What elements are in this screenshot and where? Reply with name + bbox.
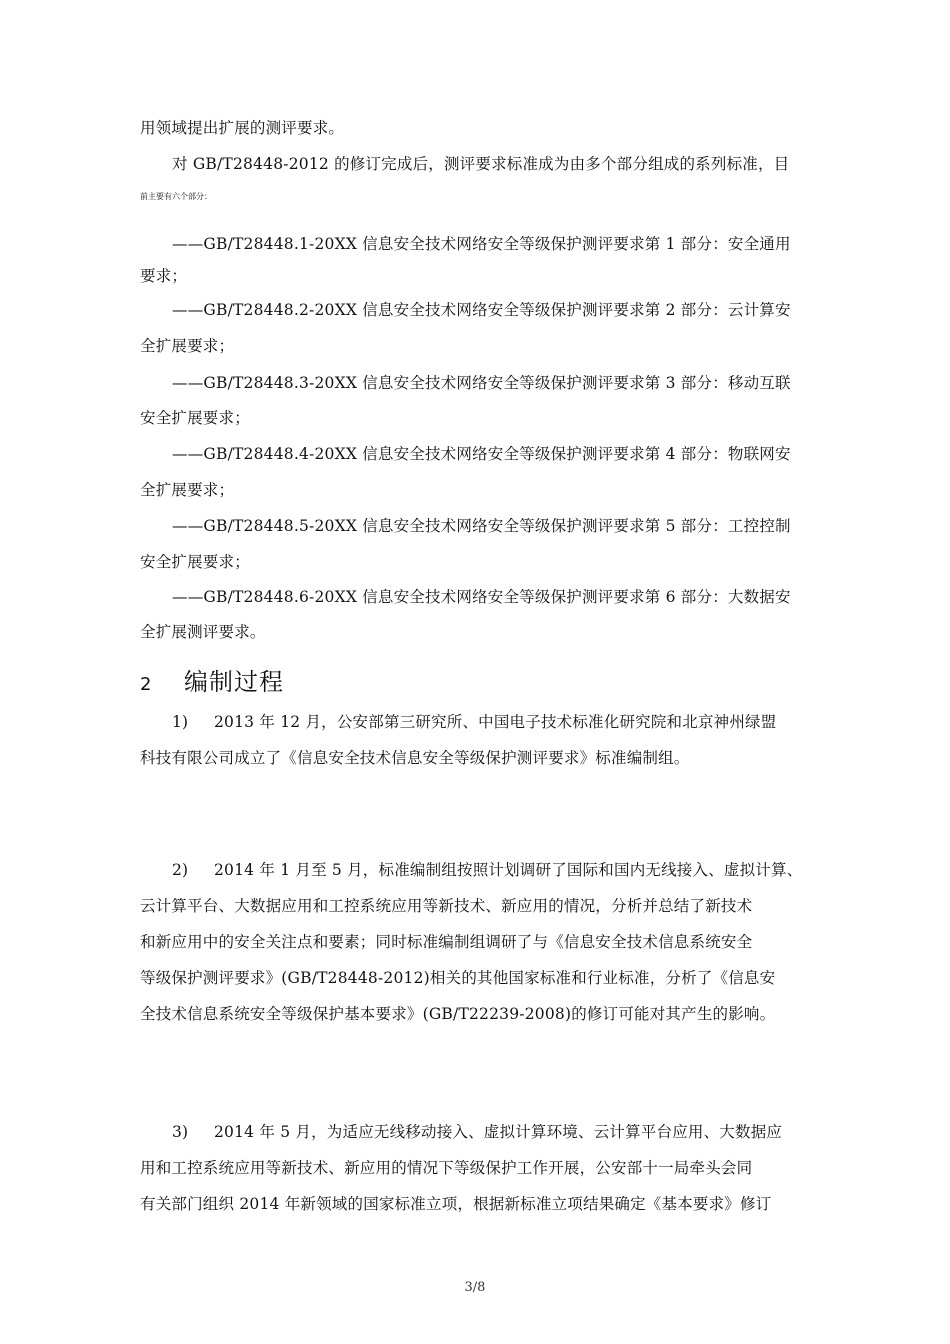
revision-paragraph-line2: 前主要有六个部分： bbox=[140, 192, 212, 201]
part-4-line1: ——GB/T28448.4-20XX 信息安全技术网络安全等级保护测评要求第 4 部分：物联网安 bbox=[172, 445, 791, 463]
part-3-line2: 安全扩展要求； bbox=[140, 409, 250, 427]
part-5-line2: 安全扩展要求； bbox=[140, 553, 250, 571]
part-6-line2: 全扩展测评要求。 bbox=[140, 623, 266, 641]
list-item-3-number: 3) bbox=[172, 1123, 189, 1141]
part-3-line1: ——GB/T28448.3-20XX 信息安全技术网络安全等级保护测评要求第 3 部分：移动互联 bbox=[172, 374, 791, 392]
section-number: 2 bbox=[140, 674, 152, 695]
list-item-2-line5: 全技术信息系统安全等级保护基本要求》(GB/T22239-2008)的修订可能对其产生的影响。 bbox=[140, 1005, 776, 1023]
part-2-line2: 全扩展要求； bbox=[140, 337, 235, 355]
list-item-2-number: 2) bbox=[172, 861, 189, 879]
section-heading bbox=[140, 662, 284, 697]
list-item-1-line2: 科技有限公司成立了《信息安全技术信息安全等级保护测评要求》标准编制组。 bbox=[140, 749, 690, 767]
revision-paragraph-line1: 对 GB/T28448-2012 的修订完成后，测评要求标准成为由多个部分组成的系列标准，目 bbox=[172, 155, 790, 173]
list-item-1-number: 1) bbox=[172, 713, 189, 731]
list-item-2-line2: 云计算平台、大数据应用和工控系统应用等新技术、新应用的情况，分析并总结了新技术 bbox=[140, 897, 753, 915]
list-item-3-line3: 有关部门组织 2014 年新领域的国家标准立项，根据新标准立项结果确定《基本要求》修订 bbox=[140, 1195, 772, 1213]
part-4-line2: 全扩展要求； bbox=[140, 481, 235, 499]
list-item-2-line1 bbox=[172, 860, 802, 880]
part-5-line1: ——GB/T28448.5-20XX 信息安全技术网络安全等级保护测评要求第 5 部分：工控控制 bbox=[172, 517, 791, 535]
list-item-2-text: 2014 年 1 月至 5 月，标准编制组按照计划调研了国际和国内无线接入、虚拟计算、 bbox=[214, 861, 803, 879]
intro-paragraph-end: 用领域提出扩展的测评要求。 bbox=[140, 119, 345, 137]
page-number: 3/8 bbox=[464, 1280, 486, 1295]
list-item-2-line4: 等级保护测评要求》(GB/T28448-2012)相关的其他国家标准和行业标准，分析了《信息安 bbox=[140, 969, 776, 987]
list-item-2-line3: 和新应用中的安全关注点和要素；同时标准编制组调研了与《信息安全技术信息系统安全 bbox=[140, 933, 753, 951]
list-item-3-line1 bbox=[172, 1122, 782, 1142]
list-item-3-line2: 用和工控系统应用等新技术、新应用的情况下等级保护工作开展，公安部十一局牵头会同 bbox=[140, 1159, 753, 1177]
section-title: 编制过程 bbox=[184, 668, 284, 696]
part-1-line1: ——GB/T28448.1-20XX 信息安全技术网络安全等级保护测评要求第 1 部分：安全通用 bbox=[172, 235, 791, 253]
part-1-line2: 要求； bbox=[140, 267, 188, 285]
list-item-1-text: 2013 年 12 月，公安部第三研究所、中国电子技术标准化研究院和北京神州绿盟 bbox=[214, 713, 777, 731]
list-item-1-line1 bbox=[172, 712, 776, 732]
part-2-line1: ——GB/T28448.2-20XX 信息安全技术网络安全等级保护测评要求第 2 部分：云计算安 bbox=[172, 301, 791, 319]
part-6-line1: ——GB/T28448.6-20XX 信息安全技术网络安全等级保护测评要求第 6 部分：大数据安 bbox=[172, 588, 791, 606]
list-item-3-text: 2014 年 5 月，为适应无线移动接入、虚拟计算环境、云计算平台应用、大数据应 bbox=[214, 1123, 783, 1141]
